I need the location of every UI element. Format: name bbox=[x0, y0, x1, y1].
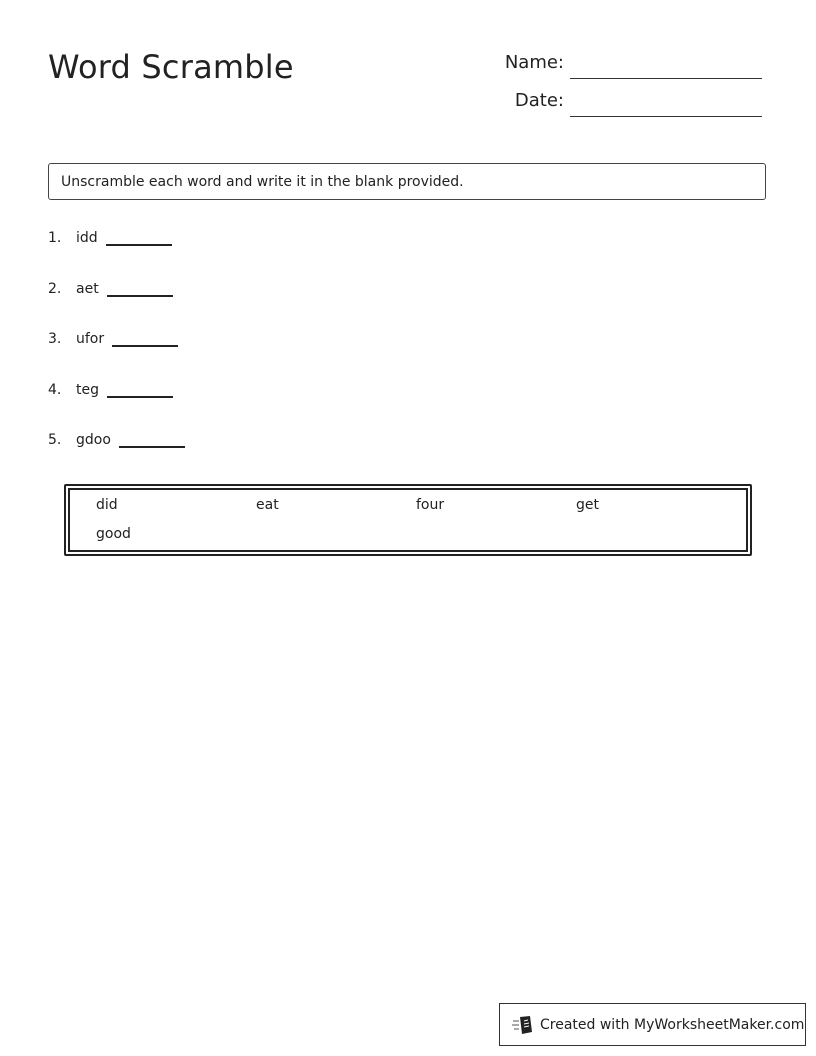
word-bank-item: four bbox=[416, 497, 445, 513]
name-field[interactable] bbox=[494, 52, 762, 73]
word-bank-inner bbox=[68, 488, 748, 552]
word-bank bbox=[64, 484, 752, 556]
question-number: 1. bbox=[48, 230, 62, 246]
scrambled-word: idd bbox=[76, 230, 98, 246]
answer-blank[interactable] bbox=[106, 244, 172, 246]
question-item bbox=[48, 382, 185, 433]
question-item bbox=[48, 230, 185, 281]
page-title: Word Scramble bbox=[48, 48, 294, 86]
name-label: Name: bbox=[504, 52, 564, 73]
question-number: 3. bbox=[48, 331, 62, 347]
name-blank-line[interactable] bbox=[570, 77, 762, 79]
answer-blank[interactable] bbox=[119, 446, 185, 448]
word-bank-item: did bbox=[96, 497, 118, 513]
date-field[interactable] bbox=[494, 90, 762, 111]
question-item bbox=[48, 281, 185, 332]
answer-blank[interactable] bbox=[107, 295, 173, 297]
question-item bbox=[48, 331, 185, 382]
footer-text: Created with MyWorksheetMaker.com bbox=[540, 1016, 805, 1033]
instructions-box: Unscramble each word and write it in the blank provided. bbox=[48, 163, 766, 200]
word-bank-item: good bbox=[96, 526, 131, 542]
scrambled-word: gdoo bbox=[76, 432, 111, 448]
question-number: 4. bbox=[48, 381, 62, 398]
question-number: 2. bbox=[48, 280, 62, 297]
footer-credit[interactable] bbox=[499, 1003, 806, 1046]
word-bank-item: eat bbox=[256, 497, 279, 513]
question-number: 5. bbox=[48, 432, 62, 448]
scrambled-word: aet bbox=[76, 280, 99, 297]
scrambled-word: ufor bbox=[76, 331, 105, 347]
worksheet-logo-icon bbox=[512, 1015, 534, 1035]
scrambled-word: teg bbox=[76, 381, 99, 398]
answer-blank[interactable] bbox=[107, 396, 173, 398]
question-item bbox=[48, 432, 185, 483]
date-label: Date: bbox=[514, 90, 564, 111]
answer-blank[interactable] bbox=[112, 345, 178, 347]
date-blank-line[interactable] bbox=[570, 115, 762, 117]
question-list bbox=[48, 230, 185, 483]
word-bank-item: get bbox=[576, 497, 599, 513]
